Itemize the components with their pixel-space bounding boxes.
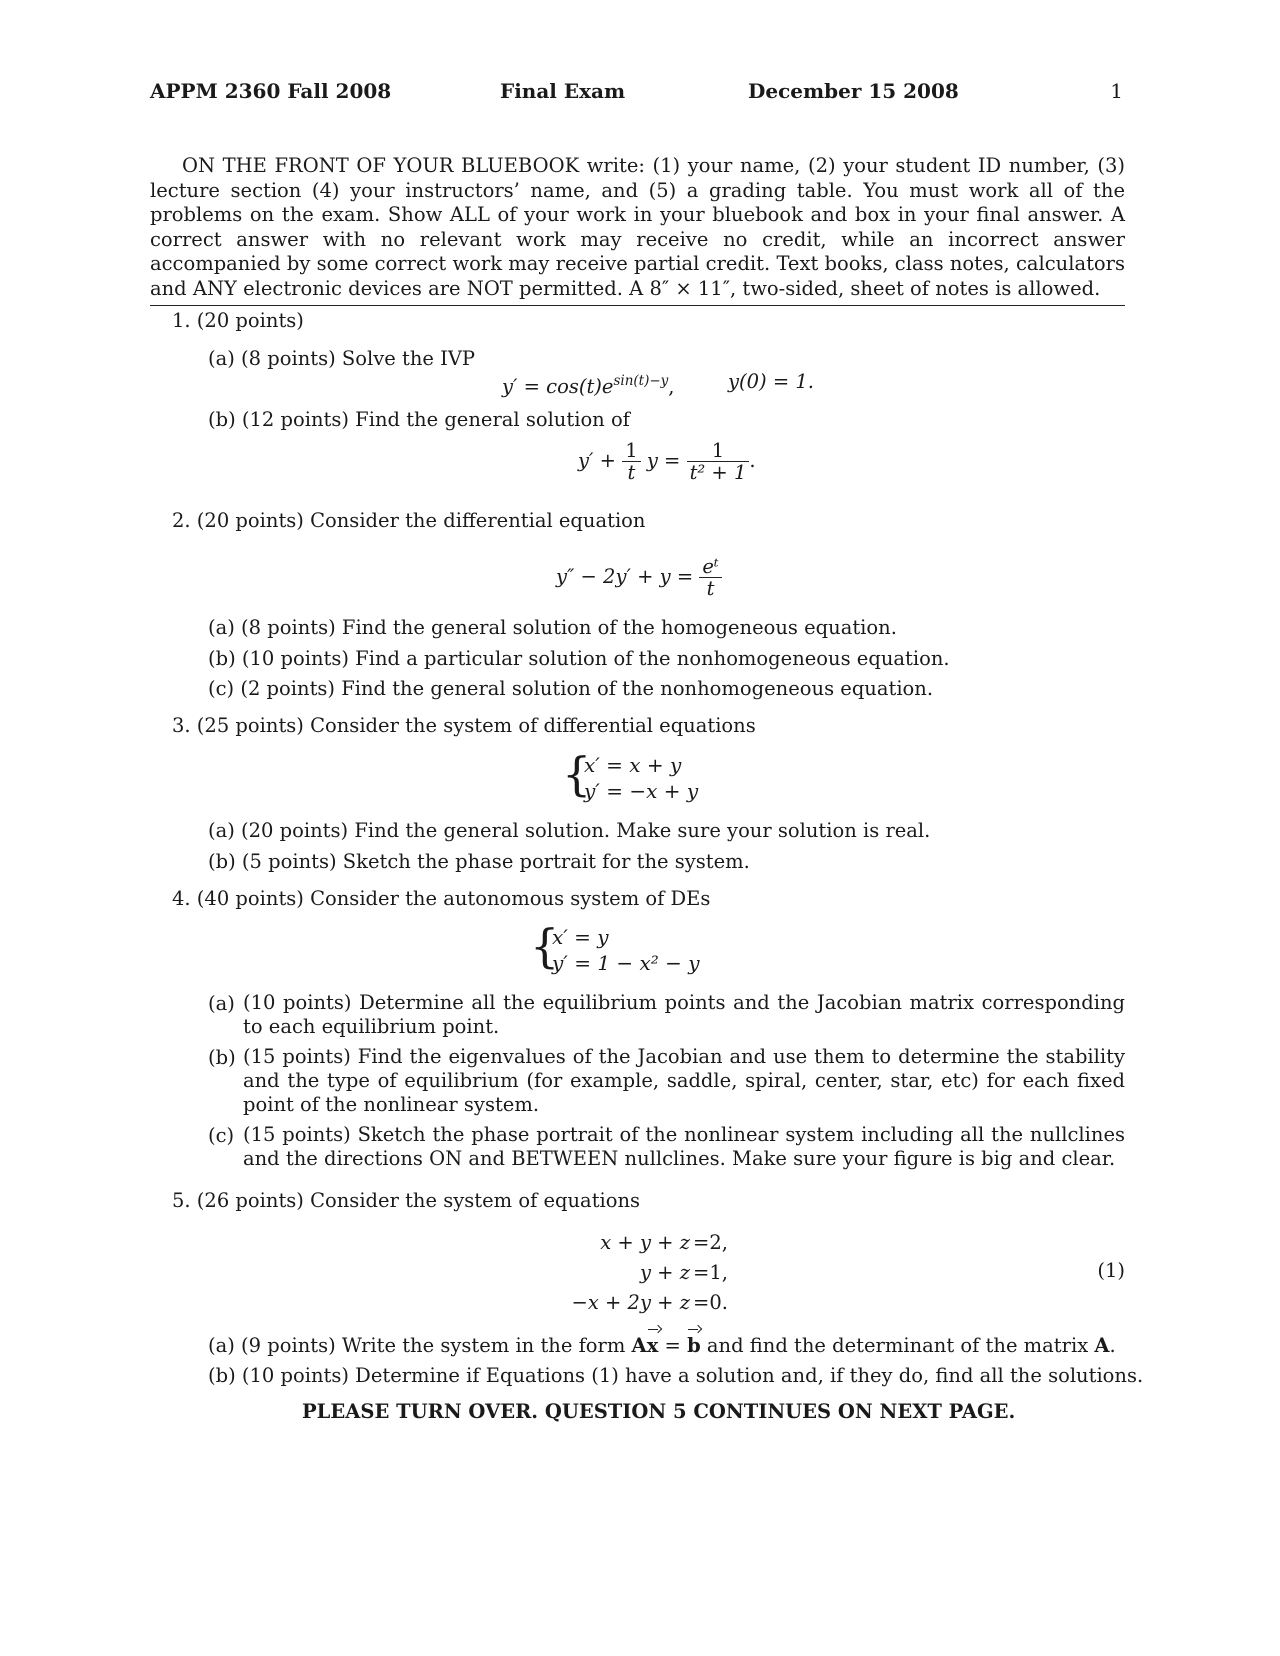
q3-equation-1: x′ = x + y — [584, 753, 682, 777]
q1b-fraction-1-denominator: t — [627, 461, 636, 484]
q3a-text: (a) (20 points) Find the general solution. Make sure your solution is real. — [208, 819, 931, 842]
q5a-period: . — [1109, 1334, 1116, 1357]
q4a-text: (10 points) Determine all the equilibrium points and the Jacobian matrix corresponding to each equilibrium point. — [243, 991, 1125, 1038]
q1a-equation — [502, 369, 675, 399]
instructions-text: ON THE FRONT OF YOUR BLUEBOOK write: (1) your name, (2) your student ID number, (3) lecture section (4) your instructors’ name, and (5) a grading table. You must work all of the problems on the exam. Show ALL of your work in your bluebook and box in your final answer. A correct answer with no relevant work may receive no credit, while an incorrect answer accompanied by some correct work may receive partial credit. Text books, class notes, calculators and ANY electronic devices are NOT permitted. A 8″ × 11″, two-sided, sheet of notes is allowed. — [150, 154, 1125, 300]
q4b-text: (15 points) Find the eigenvalues of the Jacobian and use them to determine the stability and the type of equilibrium (for example, saddle, spiral, center, star, etc) for each fixed point of the nonlinear system. — [243, 1045, 1125, 1116]
q1b-fraction-1-numerator: 1 — [622, 440, 640, 462]
q4-system — [552, 924, 700, 976]
q5-equation-1-lhs: x + y + z — [600, 1231, 690, 1254]
q4c-label: (c) — [208, 1124, 235, 1147]
q1a-equation-comma: , — [668, 375, 675, 398]
q5a-equals: = — [658, 1334, 688, 1357]
instructions — [150, 154, 1125, 302]
q1b-fraction-2-numerator: 1 — [687, 440, 750, 462]
q5a-matrix-A: A — [631, 1334, 647, 1357]
q5a-matrix-A-2: A — [1094, 1334, 1110, 1357]
q1b-period: . — [749, 449, 756, 472]
q5-title: 5. (26 points) Consider the system of equations — [172, 1189, 641, 1212]
q3-brace: { — [562, 747, 592, 801]
q5a-vector-x: x — [646, 1334, 659, 1357]
q4b-label: (b) — [208, 1046, 236, 1069]
q4-equation-2: y′ = 1 − x² − y — [552, 951, 700, 975]
q1a-equation-lhs: y′ = cos(t)e — [502, 375, 614, 398]
q2a-text: (a) (8 points) Find the general solution of the homogeneous equation. — [208, 616, 897, 639]
q1b-equation — [578, 440, 756, 483]
q5-equation-3-rhs: =0. — [693, 1291, 728, 1314]
q4a-label: (a) — [208, 992, 235, 1015]
q2-equation-fraction — [699, 556, 721, 599]
q5a-vector-b: b — [687, 1334, 701, 1357]
q1a-text: (a) (8 points) Solve the IVP — [208, 347, 476, 370]
exam-date: December 15 2008 — [748, 79, 959, 103]
q2-equation — [556, 556, 722, 599]
divider — [150, 305, 1125, 306]
q2-equation-numerator: eᵗ — [699, 556, 721, 578]
q5-equation-2-lhs: y + z — [639, 1261, 690, 1284]
q3b-text: (b) (5 points) Sketch the phase portrait for the system. — [208, 850, 750, 873]
q1a-initial-condition: y(0) = 1. — [728, 370, 814, 393]
turn-over-notice: PLEASE TURN OVER. QUESTION 5 CONTINUES ON NEXT PAGE. — [302, 1400, 1016, 1423]
q5a-text — [208, 1333, 1116, 1358]
page-number: 1 — [1110, 79, 1123, 103]
q4c-text: (15 points) Sketch the phase portrait of the nonlinear system including all the nullclines and the directions ON and BETWEEN nullclines. Make sure your figure is big and clear. — [243, 1123, 1125, 1170]
q1b-lhs-2: y = — [646, 449, 681, 472]
q5a-text-post: and find the determinant of the matrix — [700, 1334, 1095, 1357]
q5b-text: (b) (10 points) Determine if Equations (1) have a solution and, if they do, find all the solutions. — [208, 1364, 1144, 1387]
course-title: APPM 2360 Fall 2008 — [150, 79, 392, 103]
q4-brace: { — [530, 919, 560, 973]
q5-equation-2-rhs: =1, — [693, 1261, 728, 1284]
q1b-text: (b) (12 points) Find the general solution of — [208, 408, 630, 431]
q5-equation-1-rhs: =2, — [693, 1231, 728, 1254]
q1b-lhs-1: y′ + — [578, 449, 616, 472]
q1a-equation-exponent: sin(t)−y — [613, 373, 669, 389]
q3-title: 3. (25 points) Consider the system of differential equations — [172, 714, 756, 737]
q2-title: 2. (20 points) Consider the differential equation — [172, 509, 646, 532]
page-header — [150, 79, 1125, 107]
q1b-fraction-2 — [687, 440, 750, 483]
q4-equation-1: x′ = y — [552, 925, 609, 949]
q5a-text-pre: (a) (9 points) Write the system in the form — [208, 1334, 632, 1357]
q1b-fraction-1 — [622, 440, 640, 483]
q2b-text: (b) (10 points) Find a particular solution of the nonhomogeneous equation. — [208, 647, 950, 670]
q5-equation-3-lhs: −x + 2y + z — [571, 1291, 690, 1314]
q4-title: 4. (40 points) Consider the autonomous system of DEs — [172, 887, 711, 910]
q3-system — [584, 752, 698, 804]
q5-equation-number: (1) — [1097, 1259, 1125, 1282]
q2-equation-lhs: y″ − 2y′ + y = — [556, 565, 694, 588]
exam-title: Final Exam — [500, 79, 626, 103]
q3-equation-2: y′ = −x + y — [584, 779, 699, 803]
q1-title: 1. (20 points) — [172, 309, 304, 332]
q2-equation-denominator: t — [706, 577, 715, 600]
q5-equations-lhs — [522, 1228, 690, 1318]
q5-equations-rhs — [693, 1228, 728, 1318]
q2c-text: (c) (2 points) Find the general solution of the nonhomogeneous equation. — [208, 677, 934, 700]
q1b-fraction-2-denominator: t² + 1 — [689, 461, 747, 484]
